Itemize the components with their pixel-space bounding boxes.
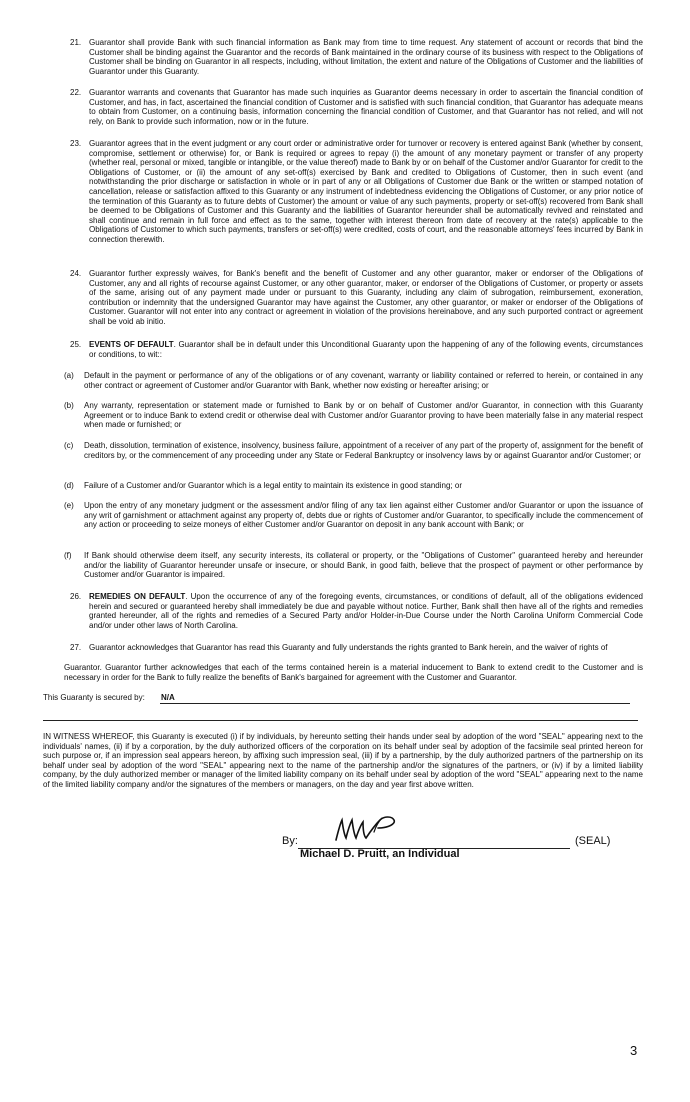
handwritten-signature [330,810,410,850]
item-a: Default in the payment or performance of any of the obligations or of any covenant, warranty or liability contained or referred to herein, or contained in any other contract or agreement of Customer and/or Guarantor with Bank, whether now existing or hereafter arising; or [84,371,643,390]
remedies-on-default-heading: REMEDIES ON DEFAULT [89,592,186,601]
signer-name: Michael D. Pruitt, an Individual [300,848,460,860]
item-b: Any warranty, representation or statement made or furnished to Bank by or on behalf of Customer and/or Guarantor, in connection with this Guaranty Agreement or to induce Bank to extend credit or otherwise deal with Customer and/or Guarantor proving to have been materially false in any material respect when made or furnished; or [84,401,643,430]
para-23-number: 23. [70,139,82,148]
para-24: Guarantor further expressly waives, for Bank's benefit and the benefit of Customer and any other guarantor, maker or endorser of the Obligations of Customer, any and all rights of recourse against Customer, or any other guarantor, maker, or endorser of the Obligations of Customer, or property or assets of the same, arising out of any payment made under or pursuant to this Guaranty, including any claim of subrogation, reimbursement, exoneration, contribution or indemnity that the undersigned Guarantor may have against the Customer, any other guarantor, or maker or endorser of the Obligations of Customer. Guarantor will not enter into any contract or agreement in violation of the provisions hereinabove, and any such purported contract or agreement shall be void ab initio. [89,269,643,326]
para-26 [89,592,643,630]
para-22: Guarantor warrants and covenants that Guarantor has made such inquiries as Guarantor deems necessary in order to ascertain the financial condition of Customer, and has, in fact, ascertained the financial condition of Customer and is satisfied with such financial condition, that Guarantor has adequate means to obtain from Customer, on a continuing basis, information concerning the financial condition of Customer, and that Guarantor has not relied, and will not rely, on Bank to provide such information, now or in the future. [89,88,643,126]
in-witness-whereof: IN WITNESS WHEREOF, this Guaranty is executed (i) if by individuals, by hereunto setting their hands under seal by adoption of the word "SEAL" appearing next to the individuals' names, (ii) if by a corporation, by the duly authorized officers of the corporation on its behalf under seal by adoption of the facsimile seal printed hereon for such purpose or, if an impression seal appears hereon, by affixing such impression seal, (iii) if by a partnership, by the duly authorized partners of the partnership on its behalf under seal by adoption of the word "SEAL" appearing next to the name of the partnership and/or the signatures of the partners, or (iv) if by a limited liability company, by the duly authorized member or manager of the limited liability company on its behalf under seal by adoption of the word "SEAL" appearing next to the name of the limited liability company and/or the signatures of the members or managers, on the day and year first above written. [43,732,643,789]
para-27-continuation: Guarantor. Guarantor further acknowledges that each of the terms contained herein is a material inducement to Bank to extend credit to the Customer and is necessary in order for the Bank to fully realize the benefits of Bank's bargained for agreement with the Customer and Guarantor. [64,663,643,682]
para-26-text: . Upon the occurrence of any of the foregoing events, circumstances, or conditions of default, all of the obligations evidenced herein and secured or guaranteed hereby shall immediately be due and payable without notice. Further, Bank shall then have all of the rights and remedies granted hereunder, all of the rights and remedies of a Secured Party and/or Holder-in-Due Course under the North Carolina Uniform Commercial Code and/or under other laws of North Carolina. [89,592,643,630]
para-25-number: 25. [70,340,82,349]
seal-label: (SEAL) [575,835,611,847]
item-a-label: (a) [64,371,74,380]
item-e: Upon the entry of any monetary judgment or the assessment and/or filing of any tax lien against either Customer and/or Guarantor or upon the issuance of any writ of garnishment or attachment against any property of, debts due or rights of Customer and/or Guarantor, to specifically include the commencement of any action or proceeding to seize moneys of either Customer and/or Guarantor on deposit in any bank account with Bank; or [84,501,643,530]
para-23: Guarantor agrees that in the event judgment or any court order or administrative order for turnover or recovery is entered against Bank (whether by consent, compromise, settlement or otherwise) for, or Bank is required or agrees to repay (i) the amount of any monetary payment or transfer of any property (whether real, personal or mixed, tangible or intangible, or the value thereof) made to Bank by or on behalf of the Customer and/or Guarantor for credit to the Obligations of Customer, or (ii) the amount of any set-off(s) exercised by Bank and credited to Obligations of Customer, then in such event (and notwithstanding the prior discharge or satisfaction in whole or in part of any or all Obligations of Customer due Bank or the written or stamped notation of cancellation, release or satisfaction affixed to this Guaranty or any instrument of indebtedness evidencing the Obligations of Customer, or any prior notice of the termination of this Guaranty as to future debts of Customer) the amount or value of any such payments, property or set-off(s) recovered from Bank shall be deemed to be Obligations of Customer and this Guaranty and the liabilities of Guarantor hereunder shall be automatically revived and reinstated and shall continue and remain in full force and effect as to the same, together with interest thereon from date of recovery at the rate(s) applicable to the Obligations of Customer to which such payments, transfers or set-off(s) were credited, costs of court, and the reasonable attorneys' fees incurred by Bank in connection therewith. [89,139,643,244]
secured-by-label: This Guaranty is secured by: [43,693,145,702]
item-f-label: (f) [64,551,72,560]
secured-by-underline [160,703,630,704]
para-26-number: 26. [70,592,82,601]
item-b-label: (b) [64,401,74,410]
item-d: Failure of a Customer and/or Guarantor which is a legal entity to maintain its existence in good standing; or [84,481,462,490]
item-c: Death, dissolution, termination of existence, insolvency, business failure, appointment of a receiver of any part of the property of, assignment for the benefit of creditors by, or the commencement of any proceeding under any State or Federal Bankruptcy or insolvency laws by or against Guarantor and/or Customer; or [84,441,643,460]
events-of-default-heading: EVENTS OF DEFAULT [89,340,174,349]
para-27: Guarantor acknowledges that Guarantor has read this Guaranty and fully understands the rights granted to Bank herein, and the waiver of rights of [89,643,608,652]
para-24-number: 24. [70,269,82,278]
item-c-label: (c) [64,441,74,450]
para-27-number: 27. [70,643,82,652]
page-number: 3 [630,1043,638,1058]
para-25 [89,340,643,359]
signature-by-label: By: [282,835,298,847]
item-e-label: (e) [64,501,74,510]
para-21: Guarantor shall provide Bank with such financial information as Bank may from time to time request. Any statement of account or records that bind the Customer shall be binding against the Guarantor and the records of Bank maintained in the ordinary course of its business with respect to the Obligations of Customer shall be binding on Guarantor in all respects, including, without limitation, the extent and nature of the Obligations of Customer and the liabilities of Guarantor under this Guaranty. [89,38,643,76]
secured-by-second-line [43,720,638,721]
para-22-number: 22. [70,88,82,97]
secured-by-value: N/A [161,693,175,702]
para-25-text: . Guarantor shall be in default under this Unconditional Guaranty upon the happening of any of the following events, circumstances or conditions, to wit:: [89,340,643,359]
item-f: If Bank should otherwise deem itself, any security interests, its collateral or property, or the "Obligations of Customer" guaranteed hereby and hereunder and/or the liability of Guarantor hereunder unsafe or insecure, or should Bank, in good faith, believe that the prospect of payment or other performance by Customer and/or Guarantor is impaired. [84,551,643,580]
para-21-number: 21. [70,38,82,47]
item-d-label: (d) [64,481,74,490]
